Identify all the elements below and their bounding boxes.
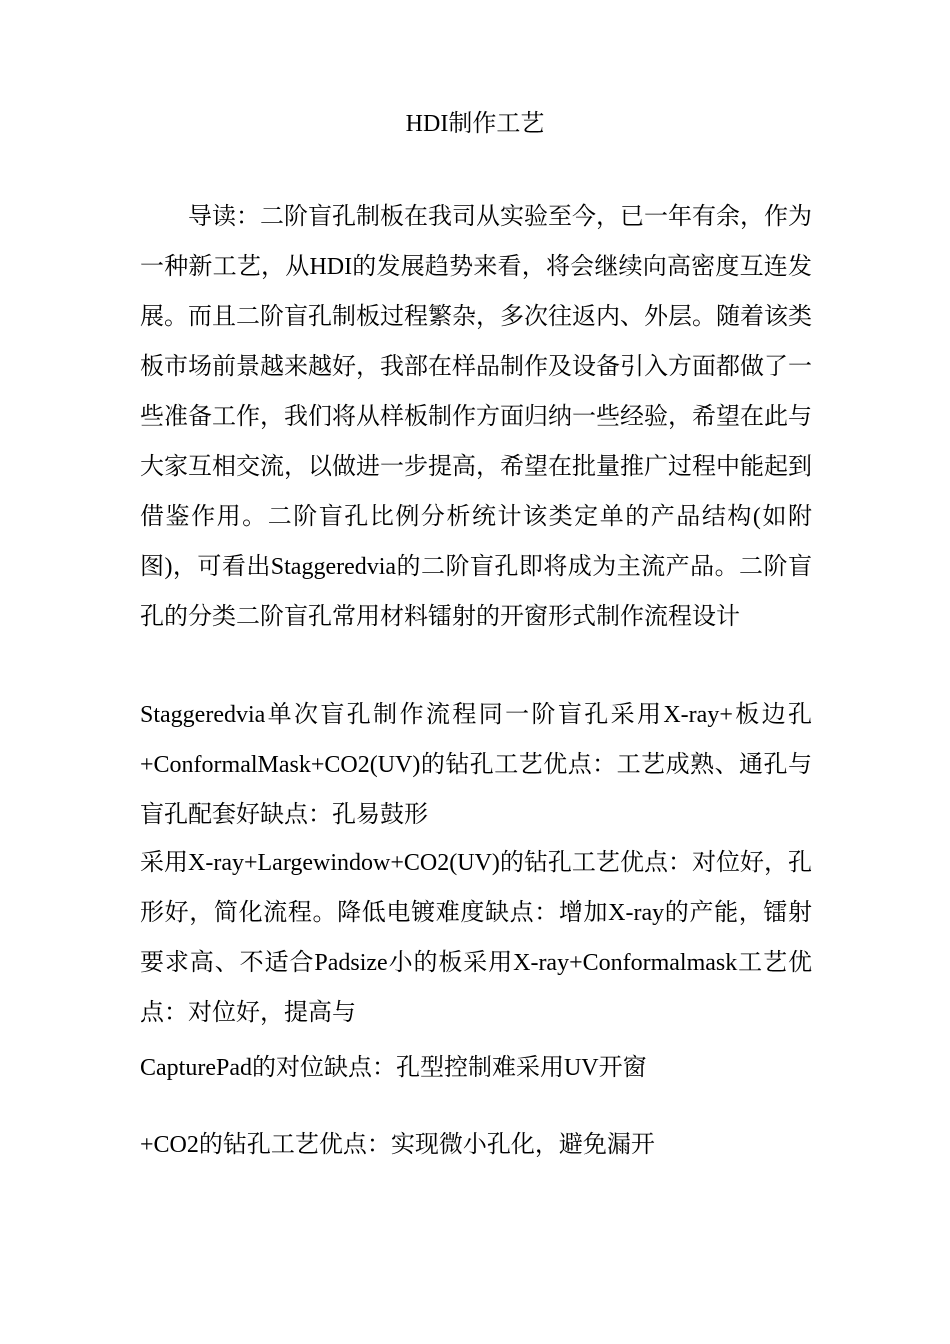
paragraph-intro: 导读：二阶盲孔制板在我司从实验至今，已一年有余，作为一种新工艺，从HDI的发展趋势来看，将会继续向高密度互连发展。而且二阶盲孔制板过程繁杂，多次往返内、外层。随着该类板市场前景越来越好，我部在样品制作及设备引入方面都做了一些准备工作，我们将从样板制作方面归纳一些经验，希望在此与大家互相交流，以做进一步提高，希望在批量推广过程中能起到借鉴作用。二阶盲孔比例分析统计该类定单的产品结构(如附图)，可看出Staggeredvia的二阶盲孔即将成为主流产品。二阶盲孔的分类二阶盲孔常用材料镭射的开窗形式制作流程设计 <box>140 204 812 630</box>
document-title: HDI制作工艺 <box>405 111 545 137</box>
paragraph-staggered-via: Staggeredvia单次盲孔制作流程同一阶盲孔采用X-ray+板边孔+ConformalMask+CO2(UV)的钻孔工艺优点：工艺成熟、通孔与盲孔配套好缺点：孔易鼓形 <box>140 702 812 828</box>
text-line-co2-drilling: +CO2的钻孔工艺优点：实现微小孔化，避免漏开 <box>140 1132 655 1158</box>
paragraph-large-window: 采用X-ray+Largewindow+CO2(UV)的钻孔工艺优点：对位好，孔形好，简化流程。降低电镀难度缺点：增加X-ray的产能，镭射要求高、不适合Padsize小的板采用X-ray+Conformalmask工艺优点：对位好，提高与 <box>140 850 812 1026</box>
text-line-capture-pad: CapturePad的对位缺点：孔型控制难采用UV开窗 <box>140 1055 647 1081</box>
